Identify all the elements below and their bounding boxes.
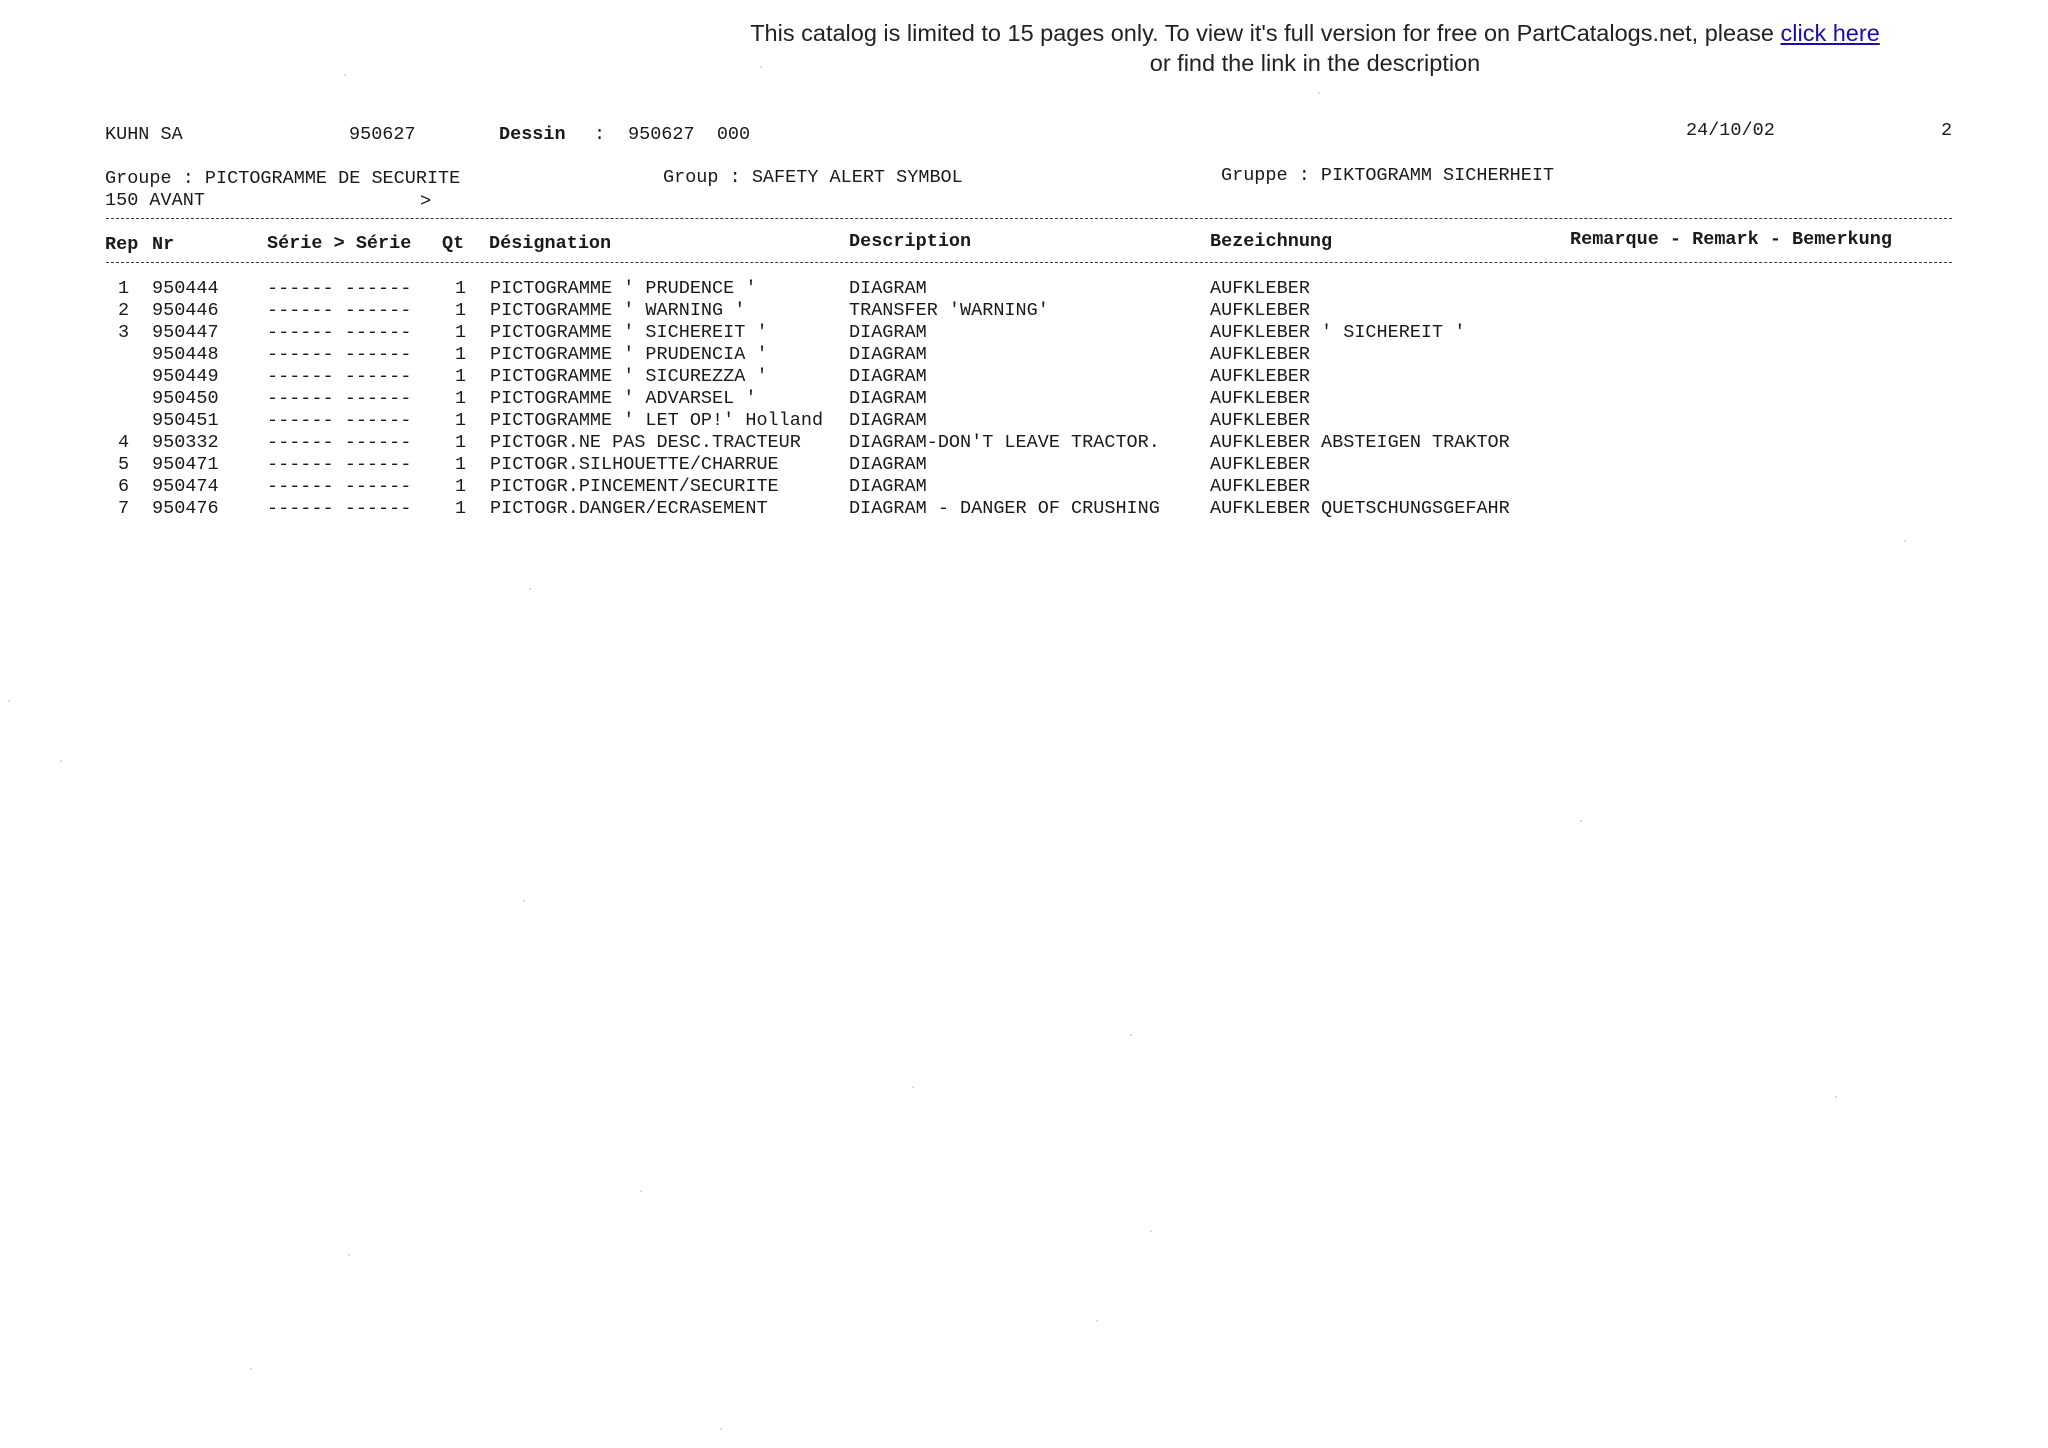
cell-rep: 5 [118, 454, 130, 475]
banner-text: This catalog is limited to 15 pages only. To view it's full version for free on PartCatalogs.net, please [750, 20, 1781, 46]
page-number: 2 [1941, 120, 1953, 141]
table-row [0, 388, 2048, 410]
col-bezeichnung: Bezeichnung [1210, 231, 1333, 252]
cell-designation: PICTOGR.PINCEMENT/SECURITE [490, 476, 779, 497]
banner-line-2: or find the link in the description [1149, 50, 1481, 76]
table-row [0, 344, 2048, 366]
catalog-banner [660, 18, 1970, 78]
col-designation: Désignation [489, 233, 612, 254]
cell-designation: PICTOGR.NE PAS DESC.TRACTEUR [490, 432, 801, 453]
cell-bezeichnung: AUFKLEBER [1210, 454, 1310, 475]
table-row [0, 498, 2048, 520]
cell-nr: 950451 [152, 410, 219, 431]
cell-description: DIAGRAM [849, 476, 927, 497]
cell-rep: 3 [118, 322, 130, 343]
table-row [0, 454, 2048, 476]
cell-qt: 1 [455, 344, 467, 365]
cell-qt: 1 [455, 476, 467, 497]
cell-bezeichnung: AUFKLEBER ABSTEIGEN TRAKTOR [1210, 432, 1510, 453]
cell-bezeichnung: AUFKLEBER [1210, 300, 1310, 321]
group-fr: Groupe : PICTOGRAMME DE SECURITE [105, 168, 461, 189]
cell-serie: ------ ------ [267, 432, 412, 453]
group-de: Gruppe : PIKTOGRAMM SICHERHEIT [1221, 165, 1555, 186]
col-qt: Qt [442, 233, 465, 254]
cell-rep: 4 [118, 432, 130, 453]
cell-nr: 950474 [152, 476, 219, 497]
company-name: KUHN SA [105, 124, 183, 145]
col-serie: Série > Série [267, 233, 412, 254]
cell-serie: ------ ------ [267, 278, 412, 299]
cell-designation: PICTOGRAMME ' ADVARSEL ' [490, 388, 757, 409]
table-row [0, 278, 2048, 300]
cell-designation: PICTOGRAMME ' LET OP!' Holland [490, 410, 824, 431]
cell-serie: ------ ------ [267, 366, 412, 387]
cell-description: DIAGRAM-DON'T LEAVE TRACTOR. [849, 432, 1160, 453]
reference-number: 950627 [349, 124, 416, 145]
dessin-colon: : [594, 124, 606, 145]
group-en: Group : SAFETY ALERT SYMBOL [663, 167, 963, 188]
cell-qt: 1 [455, 322, 467, 343]
cell-nr: 950448 [152, 344, 219, 365]
group-arrow: > [420, 191, 432, 212]
cell-nr: 950332 [152, 432, 219, 453]
cell-nr: 950476 [152, 498, 219, 519]
cell-description: DIAGRAM [849, 344, 927, 365]
cell-designation: PICTOGRAMME ' PRUDENCE ' [490, 278, 757, 299]
cell-nr: 950471 [152, 454, 219, 475]
cell-description: DIAGRAM [849, 366, 927, 387]
cell-bezeichnung: AUFKLEBER QUETSCHUNGSGEFAHR [1210, 498, 1510, 519]
table-row [0, 432, 2048, 454]
cell-serie: ------ ------ [267, 388, 412, 409]
cell-bezeichnung: AUFKLEBER [1210, 388, 1310, 409]
cell-qt: 1 [455, 366, 467, 387]
cell-rep: 2 [118, 300, 130, 321]
cell-serie: ------ ------ [267, 476, 412, 497]
col-rep: Rep [105, 234, 139, 255]
cell-qt: 1 [455, 300, 467, 321]
cell-bezeichnung: AUFKLEBER ' SICHEREIT ' [1210, 322, 1466, 343]
cell-description: DIAGRAM [849, 322, 927, 343]
cell-bezeichnung: AUFKLEBER [1210, 278, 1310, 299]
dessin-label: Dessin [499, 124, 566, 145]
cell-serie: ------ ------ [267, 498, 412, 519]
cell-qt: 1 [455, 278, 467, 299]
cell-qt: 1 [455, 498, 467, 519]
cell-serie: ------ ------ [267, 344, 412, 365]
cell-designation: PICTOGRAMME ' WARNING ' [490, 300, 746, 321]
group-sub: 150 AVANT [105, 190, 205, 211]
cell-bezeichnung: AUFKLEBER [1210, 476, 1310, 497]
cell-rep: 7 [118, 498, 130, 519]
cell-qt: 1 [455, 432, 467, 453]
col-description: Description [849, 231, 972, 252]
table-row [0, 300, 2048, 322]
cell-designation: PICTOGRAMME ' PRUDENCIA ' [490, 344, 768, 365]
table-row [0, 476, 2048, 498]
page-date: 24/10/02 [1686, 120, 1775, 141]
separator-top [106, 218, 1952, 219]
col-nr: Nr [152, 234, 175, 255]
cell-nr: 950444 [152, 278, 219, 299]
table-row [0, 366, 2048, 388]
cell-rep: 6 [118, 476, 130, 497]
separator-bottom [106, 262, 1952, 263]
cell-rep: 1 [118, 278, 130, 299]
cell-designation: PICTOGR.DANGER/ECRASEMENT [490, 498, 768, 519]
cell-serie: ------ ------ [267, 300, 412, 321]
cell-qt: 1 [455, 410, 467, 431]
cell-description: DIAGRAM [849, 388, 927, 409]
click-here-link[interactable]: click here [1780, 20, 1880, 46]
table-row [0, 410, 2048, 432]
cell-bezeichnung: AUFKLEBER [1210, 344, 1310, 365]
cell-bezeichnung: AUFKLEBER [1210, 366, 1310, 387]
cell-designation: PICTOGR.SILHOUETTE/CHARRUE [490, 454, 779, 475]
cell-nr: 950450 [152, 388, 219, 409]
cell-description: DIAGRAM [849, 410, 927, 431]
cell-serie: ------ ------ [267, 410, 412, 431]
cell-nr: 950446 [152, 300, 219, 321]
cell-designation: PICTOGRAMME ' SICHEREIT ' [490, 322, 768, 343]
cell-nr: 950447 [152, 322, 219, 343]
cell-serie: ------ ------ [267, 322, 412, 343]
cell-qt: 1 [455, 454, 467, 475]
cell-designation: PICTOGRAMME ' SICUREZZA ' [490, 366, 768, 387]
banner-line-1 [660, 18, 1970, 48]
table-row [0, 322, 2048, 344]
cell-description: DIAGRAM [849, 278, 927, 299]
cell-description: DIAGRAM [849, 454, 927, 475]
cell-serie: ------ ------ [267, 454, 412, 475]
cell-nr: 950449 [152, 366, 219, 387]
cell-description: DIAGRAM - DANGER OF CRUSHING [849, 498, 1160, 519]
dessin-value: 950627 000 [628, 124, 751, 145]
cell-bezeichnung: AUFKLEBER [1210, 410, 1310, 431]
cell-qt: 1 [455, 388, 467, 409]
cell-description: TRANSFER 'WARNING' [849, 300, 1049, 321]
col-remark: Remarque - Remark - Bemerkung [1570, 229, 1892, 250]
